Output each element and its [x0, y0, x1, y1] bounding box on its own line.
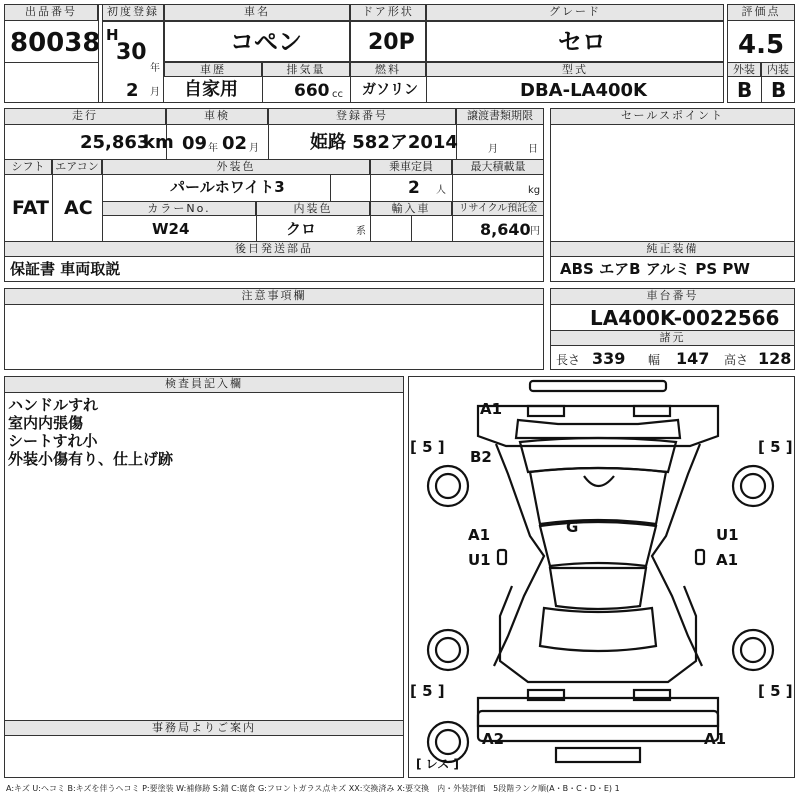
damage-mark-left-door-u: U1 — [468, 551, 491, 569]
chassis-number: LA400K-0022566 — [590, 306, 780, 330]
interior-color-unit: 系 — [356, 226, 366, 237]
exterior-color: パールホワイト3 — [170, 178, 285, 196]
inspector-note: 外装小傷有り、仕上げ跡 — [8, 450, 174, 468]
first-registration-label: 初度登録 — [102, 4, 164, 21]
transfer-day-unit: 日 — [528, 144, 538, 155]
door-type: 20P — [368, 30, 415, 55]
r2-div2 — [268, 125, 269, 159]
cn-div — [256, 216, 257, 241]
score-label: 評価点 — [727, 4, 795, 21]
inspector-note: 室内内張傷 — [8, 414, 84, 432]
damage-mark-right-door-u: U1 — [716, 526, 739, 544]
damage-legend: A:キズ U:ヘコミ B:キズを伴うヘコミ P:要塗装 W:補修跡 S:錆 C:腐食 G:フロントガラス点キズ XX:交換済み X:要交換 内・外装評価 5段階ランク順(A・B・C・D・E) 1 — [6, 784, 620, 793]
tire-rear-left: [ 5 ] — [410, 682, 445, 700]
interior-color: クロ — [286, 220, 317, 238]
later-parts-label: 後日発送部品 — [4, 241, 544, 257]
inspection-label: 車検 — [166, 108, 268, 125]
model-code: DBA-LA400K — [520, 80, 647, 101]
office-notice-label: 事務局よりご案内 — [4, 720, 404, 736]
lot-divider — [4, 62, 98, 63]
length: 339 — [592, 349, 626, 368]
exterior-label: 外装 — [727, 62, 761, 77]
sales-points-label: セールスポイント — [550, 108, 795, 125]
color-label: 外装色 — [102, 159, 370, 175]
damage-mark-roof: G — [566, 518, 579, 536]
load-unit: kg — [528, 185, 541, 196]
recycle-unit: 円 — [530, 226, 540, 237]
width: 147 — [676, 349, 710, 368]
equipment: ABS エアB アルミ PS PW — [560, 260, 750, 278]
grade-label: グレード — [426, 4, 724, 21]
tire-front-right: [ 5 ] — [758, 438, 793, 456]
load-label: 最大積載量 — [452, 159, 544, 175]
ac-label: エアコン — [52, 159, 102, 175]
car-diagram — [408, 376, 795, 778]
mileage-unit: km — [143, 132, 174, 153]
registration-year-unit: 年 — [150, 63, 160, 74]
inspector-note: ハンドルすれ — [8, 396, 99, 414]
damage-mark-rear-right: A1 — [704, 730, 727, 748]
inspector-note: シートすれ小 — [8, 432, 98, 450]
transfer-label: 譲渡書類期限 — [456, 108, 544, 125]
inspection-month-unit: 月 — [249, 143, 259, 154]
lot-right-border — [98, 4, 99, 103]
capacity-label: 乗車定員 — [370, 159, 452, 175]
interior-grade: B — [771, 78, 787, 102]
color-number-label: カラーNo. — [102, 201, 256, 216]
lot-number: 80038 — [10, 28, 101, 58]
capacity: 2 — [408, 178, 420, 198]
model-label: 型式 — [426, 62, 724, 77]
transfer-month-unit: 月 — [488, 144, 498, 155]
score: 4.5 — [738, 30, 785, 60]
damage-mark-right-door-a: A1 — [716, 551, 739, 569]
registration-era: H — [106, 26, 119, 44]
mileage-label: 走行 — [4, 108, 166, 125]
inspection-year: 09 — [182, 133, 208, 154]
import-label: 輸入車 — [370, 201, 452, 216]
inspection-year-unit: 年 — [208, 143, 218, 154]
spare-tire: [ レス ] — [416, 757, 459, 771]
damage-mark-rear-left: A2 — [482, 730, 505, 748]
score-divider — [761, 77, 762, 103]
capacity-unit: 人 — [436, 185, 446, 196]
recycle-deposit: 8,640 — [480, 220, 531, 239]
displacement-unit: cc — [332, 89, 343, 100]
exterior-grade: B — [737, 78, 753, 102]
imp-div — [411, 216, 412, 241]
registration-month: 2 — [126, 80, 139, 101]
width-label: 幅 — [648, 353, 661, 367]
color-div — [330, 175, 331, 201]
car-name-label: 車名 — [164, 4, 350, 21]
color-number: W24 — [152, 220, 190, 238]
height-label: 高さ — [724, 353, 749, 367]
caution-label: 注意事項欄 — [4, 288, 544, 305]
door-type-label: ドア形状 — [350, 4, 426, 21]
damage-mark-left-door-a: A1 — [468, 526, 491, 544]
displacement: 660 — [294, 81, 330, 101]
tire-rear-right: [ 5 ] — [758, 682, 793, 700]
h2-div1 — [262, 77, 263, 103]
recycle-label: リサイクル預託金 — [452, 201, 544, 216]
chassis-label: 車台番号 — [550, 288, 795, 305]
car-name: コペン — [230, 28, 302, 56]
shift: FAT — [12, 197, 49, 219]
history-label: 車歴 — [164, 62, 262, 77]
h2-div2 — [350, 77, 351, 103]
inspector-notes-label: 検査員記入欄 — [4, 376, 404, 393]
plate-label: 登録番号 — [268, 108, 456, 125]
inspection-month: 02 — [222, 133, 248, 154]
interior-label: 内装 — [761, 62, 795, 77]
fuel: ガソリン — [362, 82, 418, 98]
tire-front-left: [ 5 ] — [410, 438, 445, 456]
length-label: 長さ — [556, 353, 581, 367]
later-parts: 保証書 車両取説 — [10, 260, 121, 278]
interior-color-label: 内装色 — [256, 201, 370, 216]
fuel-label: 燃料 — [350, 62, 426, 77]
damage-mark-front-bumper: A1 — [480, 400, 503, 418]
equipment-label: 純正装備 — [550, 241, 795, 257]
shift-div — [52, 175, 53, 241]
lot-number-label: 出品番号 — [4, 4, 98, 21]
displacement-label: 排気量 — [262, 62, 350, 77]
h2-div3 — [426, 77, 427, 103]
shift-label: シフト — [4, 159, 52, 175]
air-conditioner: AC — [64, 197, 93, 219]
height: 128 — [758, 349, 792, 368]
mileage: 25,863 — [80, 132, 150, 153]
car-history: 自家用 — [184, 79, 238, 100]
grade: セロ — [558, 28, 606, 56]
damage-mark-hood: B2 — [470, 448, 492, 466]
plate-number: 姫路 582ア2014 — [310, 132, 458, 153]
registration-year: 30 — [116, 40, 147, 65]
spec-label: 諸元 — [550, 330, 795, 346]
registration-month-unit: 月 — [150, 87, 160, 98]
